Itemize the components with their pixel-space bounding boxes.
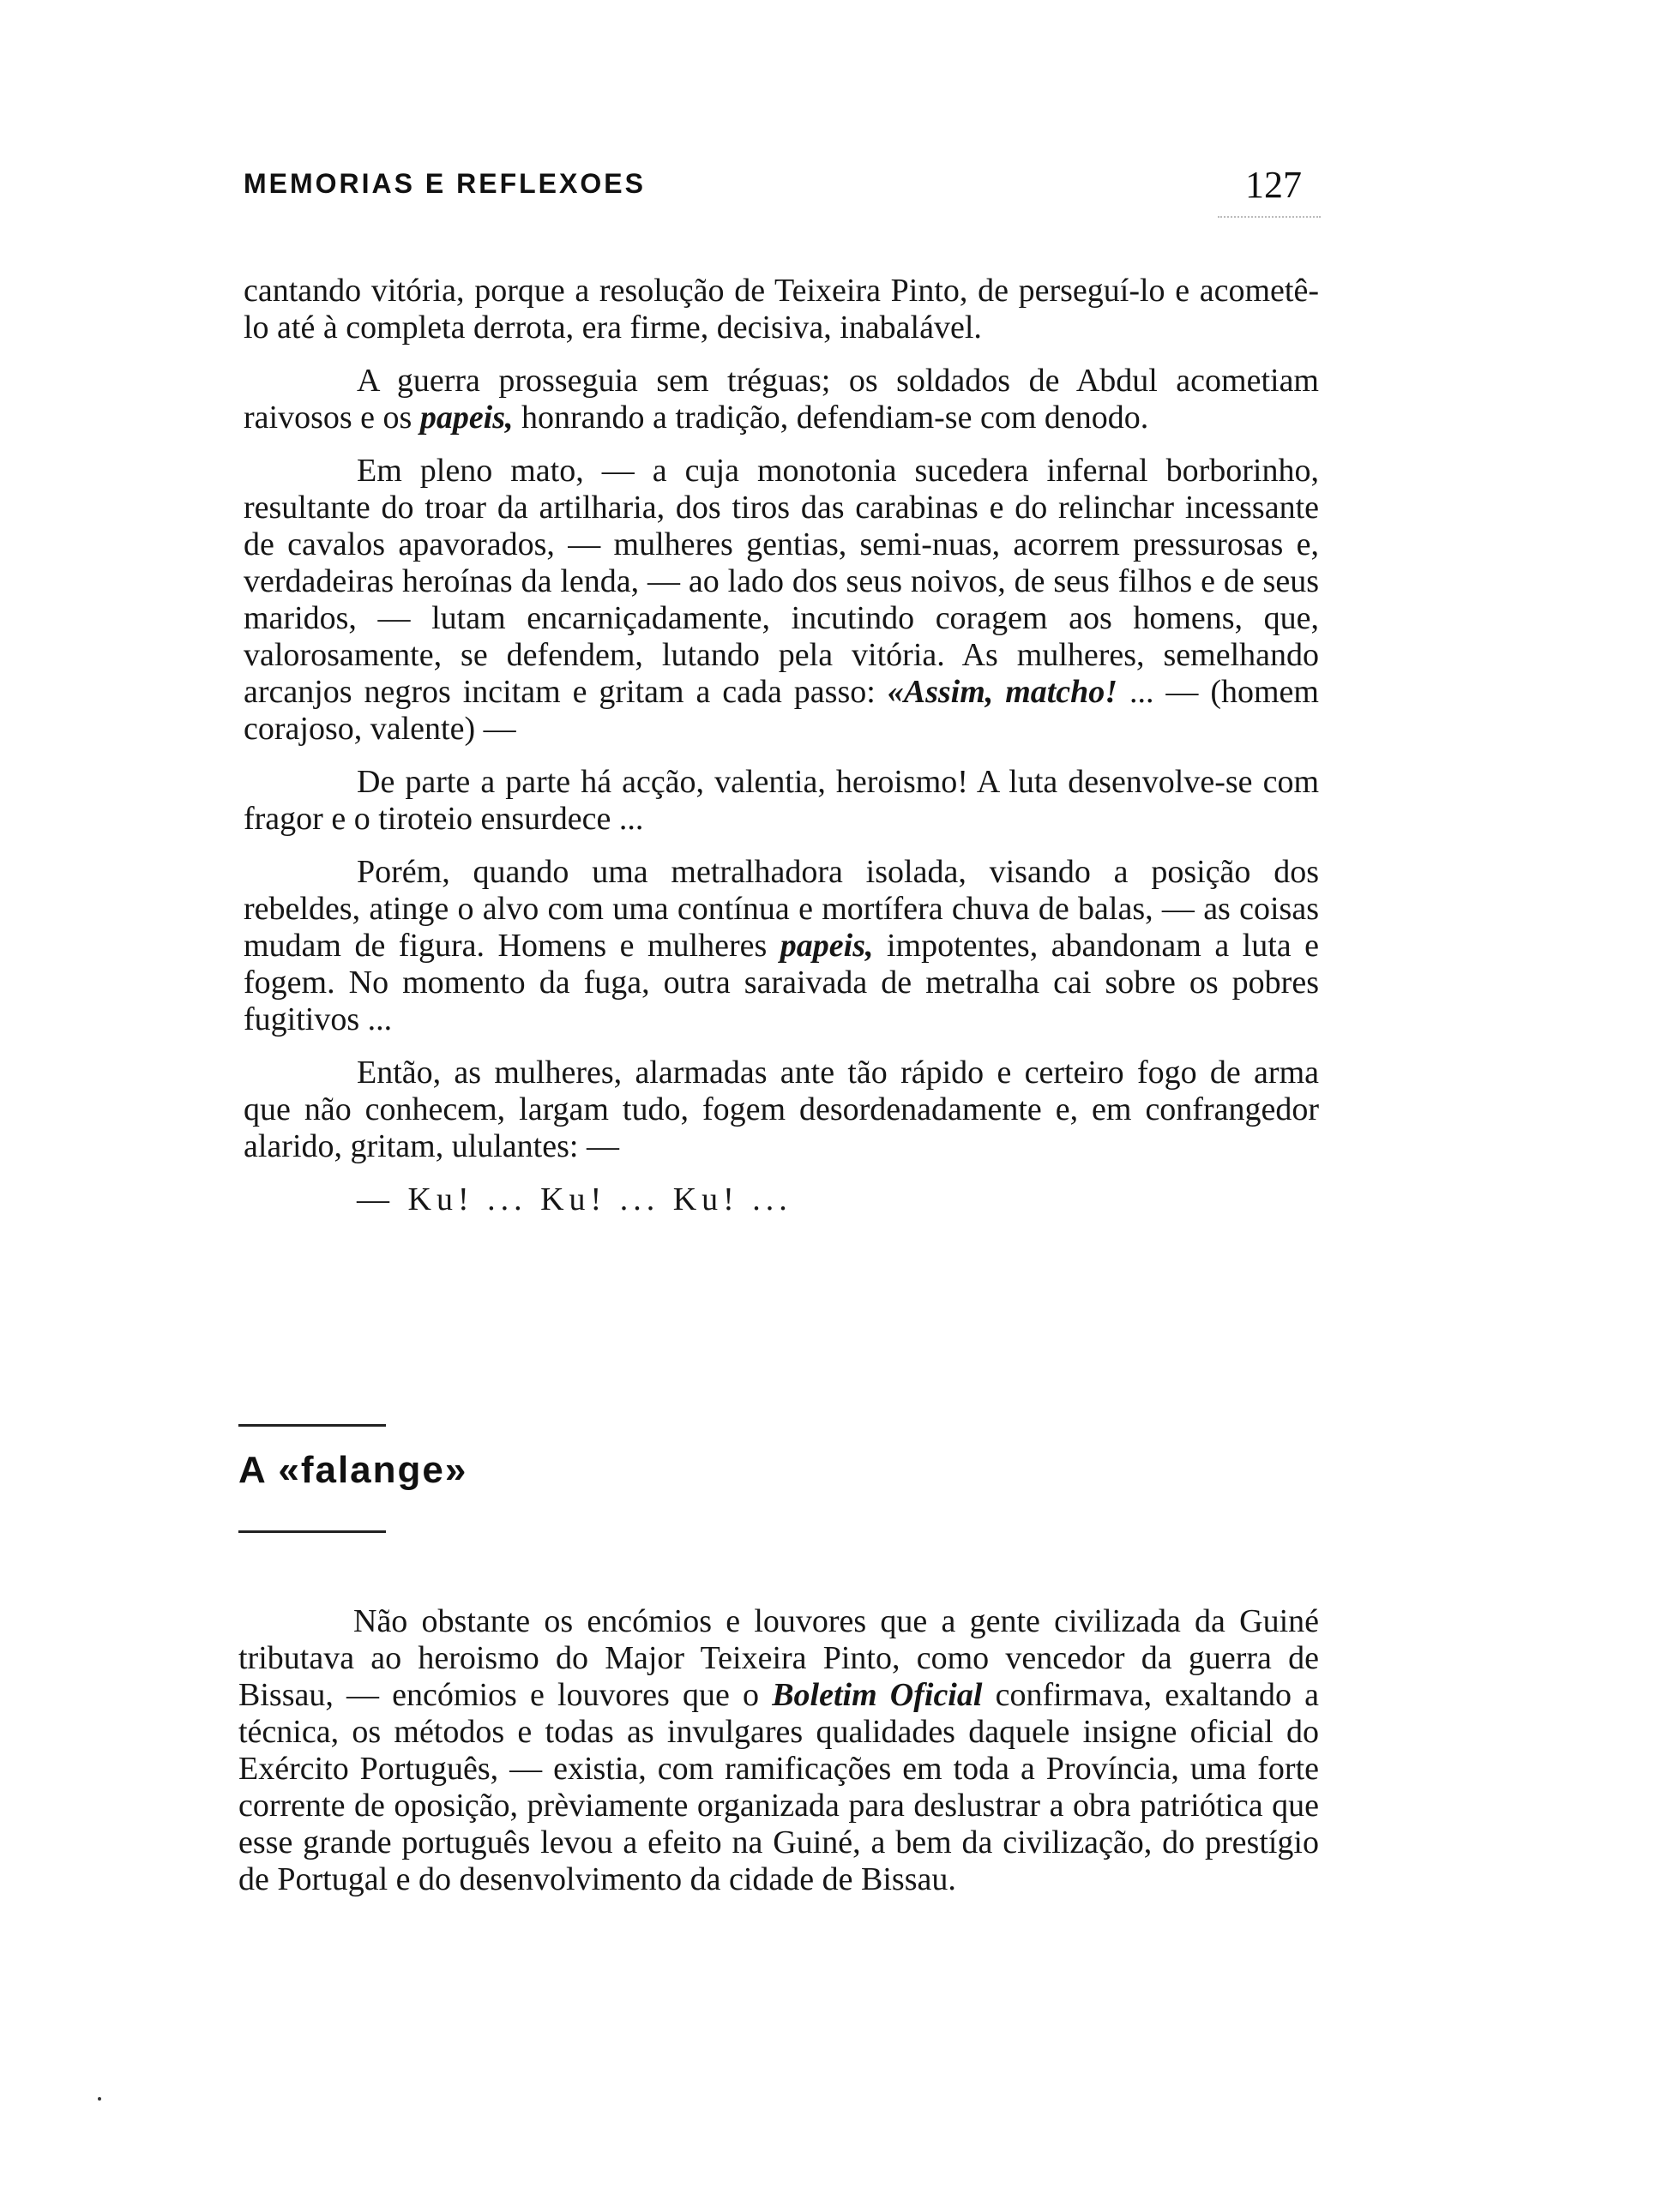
print-speck (98, 2097, 101, 2101)
text-run: cantando vitória, porque a resolução de Teixeira Pinto, de perseguí-lo e acometê-lo até à completa derrota, era firme, decisiva, inabalável. (244, 273, 1319, 346)
body-text (244, 273, 1319, 1218)
text-run: confirmava, exaltando a técnica, os métodos e todas as invulgares qualidades daquele insigne oficial do Exército Português, — existia, com ramificações em toda a Província, uma forte corrente de oposição, prèviamente organizada para deslustrar a obra patriótica que esse grande português levou a efeito na Guiné, a bem da civilização, do prestígio de Portugal e do desenvolvimento da cidade de Bissau. (238, 1677, 1319, 1897)
text-run: De parte a parte há acção, valentia, heroismo! A luta desenvolve-se com fragor e o tiroteio ensurdece ... (244, 764, 1319, 837)
text-run: Então, as mulheres, alarmadas ante tão rápido e certeiro fogo de arma que não conhecem, largam tudo, fogem desordenadamente e, em confrangedor alarido, gritam, ululantes: — (244, 1055, 1319, 1164)
section-body (238, 1603, 1319, 1898)
paragraph (244, 1055, 1319, 1165)
italic-title: Boletim Oficial (772, 1677, 983, 1713)
section-heading: A «falange» (238, 1449, 468, 1491)
text-run: A guerra prosseguia sem tréguas; os soldados de Abdul acometiam raivosos e os (244, 363, 1319, 436)
paragraph (244, 363, 1319, 436)
paragraph (238, 1603, 1319, 1898)
paragraph (244, 764, 1319, 838)
section-rule-top (238, 1424, 386, 1427)
paragraph (244, 453, 1319, 748)
page-number-rule (1218, 216, 1321, 218)
text-run: impotentes, abandonam a luta e fogem. No momento da fuga, outra saraivada de metralha cai sobre os pobres fugitivos ... (244, 928, 1319, 1037)
text-run: Em pleno mato, — a cuja monotonia sucedera infernal borborinho, resultante do troar da artilharia, dos tiros das carabinas e do relinchar incessante de cavalos apavorados, — mulheres gentias, semi-nuas, acorrem pressurosas e, verdadeiras heroínas da lenda, — ao lado dos seus noivos, de seus filhos e de seus maridos, — lutam encarniçadamente, incutindo coragem aos homens, que, valorosamente, se defendem, lutando pela vitória. As mulheres, semelhando arcanjos negros incitam e gritam a cada passo: (244, 453, 1319, 710)
text-run: Porém, quando uma metralhadora isolada, visando a posição dos rebeldes, atinge o alvo com uma contínua e mortífera chuva de balas, — as coisas mudam de figura. Homens e mulheres (244, 854, 1319, 964)
page-number: 127 (1245, 164, 1302, 206)
section-rule-bottom (238, 1530, 386, 1533)
italic-quote: «Assim, matcho! (887, 674, 1118, 710)
paragraph (244, 273, 1319, 346)
paragraph (244, 854, 1319, 1038)
italic-term: papeis, (780, 928, 874, 964)
running-head: MEMORIAS E REFLEXOES (244, 168, 646, 199)
exclamation-line: — Ku! ... Ku! ... Ku! ... (357, 1181, 792, 1217)
text-run: ... — (homem corajoso, valente) — (244, 674, 1319, 747)
text-run: honrando a tradição, defendiam-se com denodo. (513, 400, 1149, 436)
italic-term: papeis, (419, 400, 514, 436)
text-run: Não obstante os encómios e louvores que a gente civilizada da Guiné tributava ao heroismo do Major Teixeira Pinto, como vencedor da guerra de Bissau, — encómios e louvores que o (238, 1603, 1319, 1713)
